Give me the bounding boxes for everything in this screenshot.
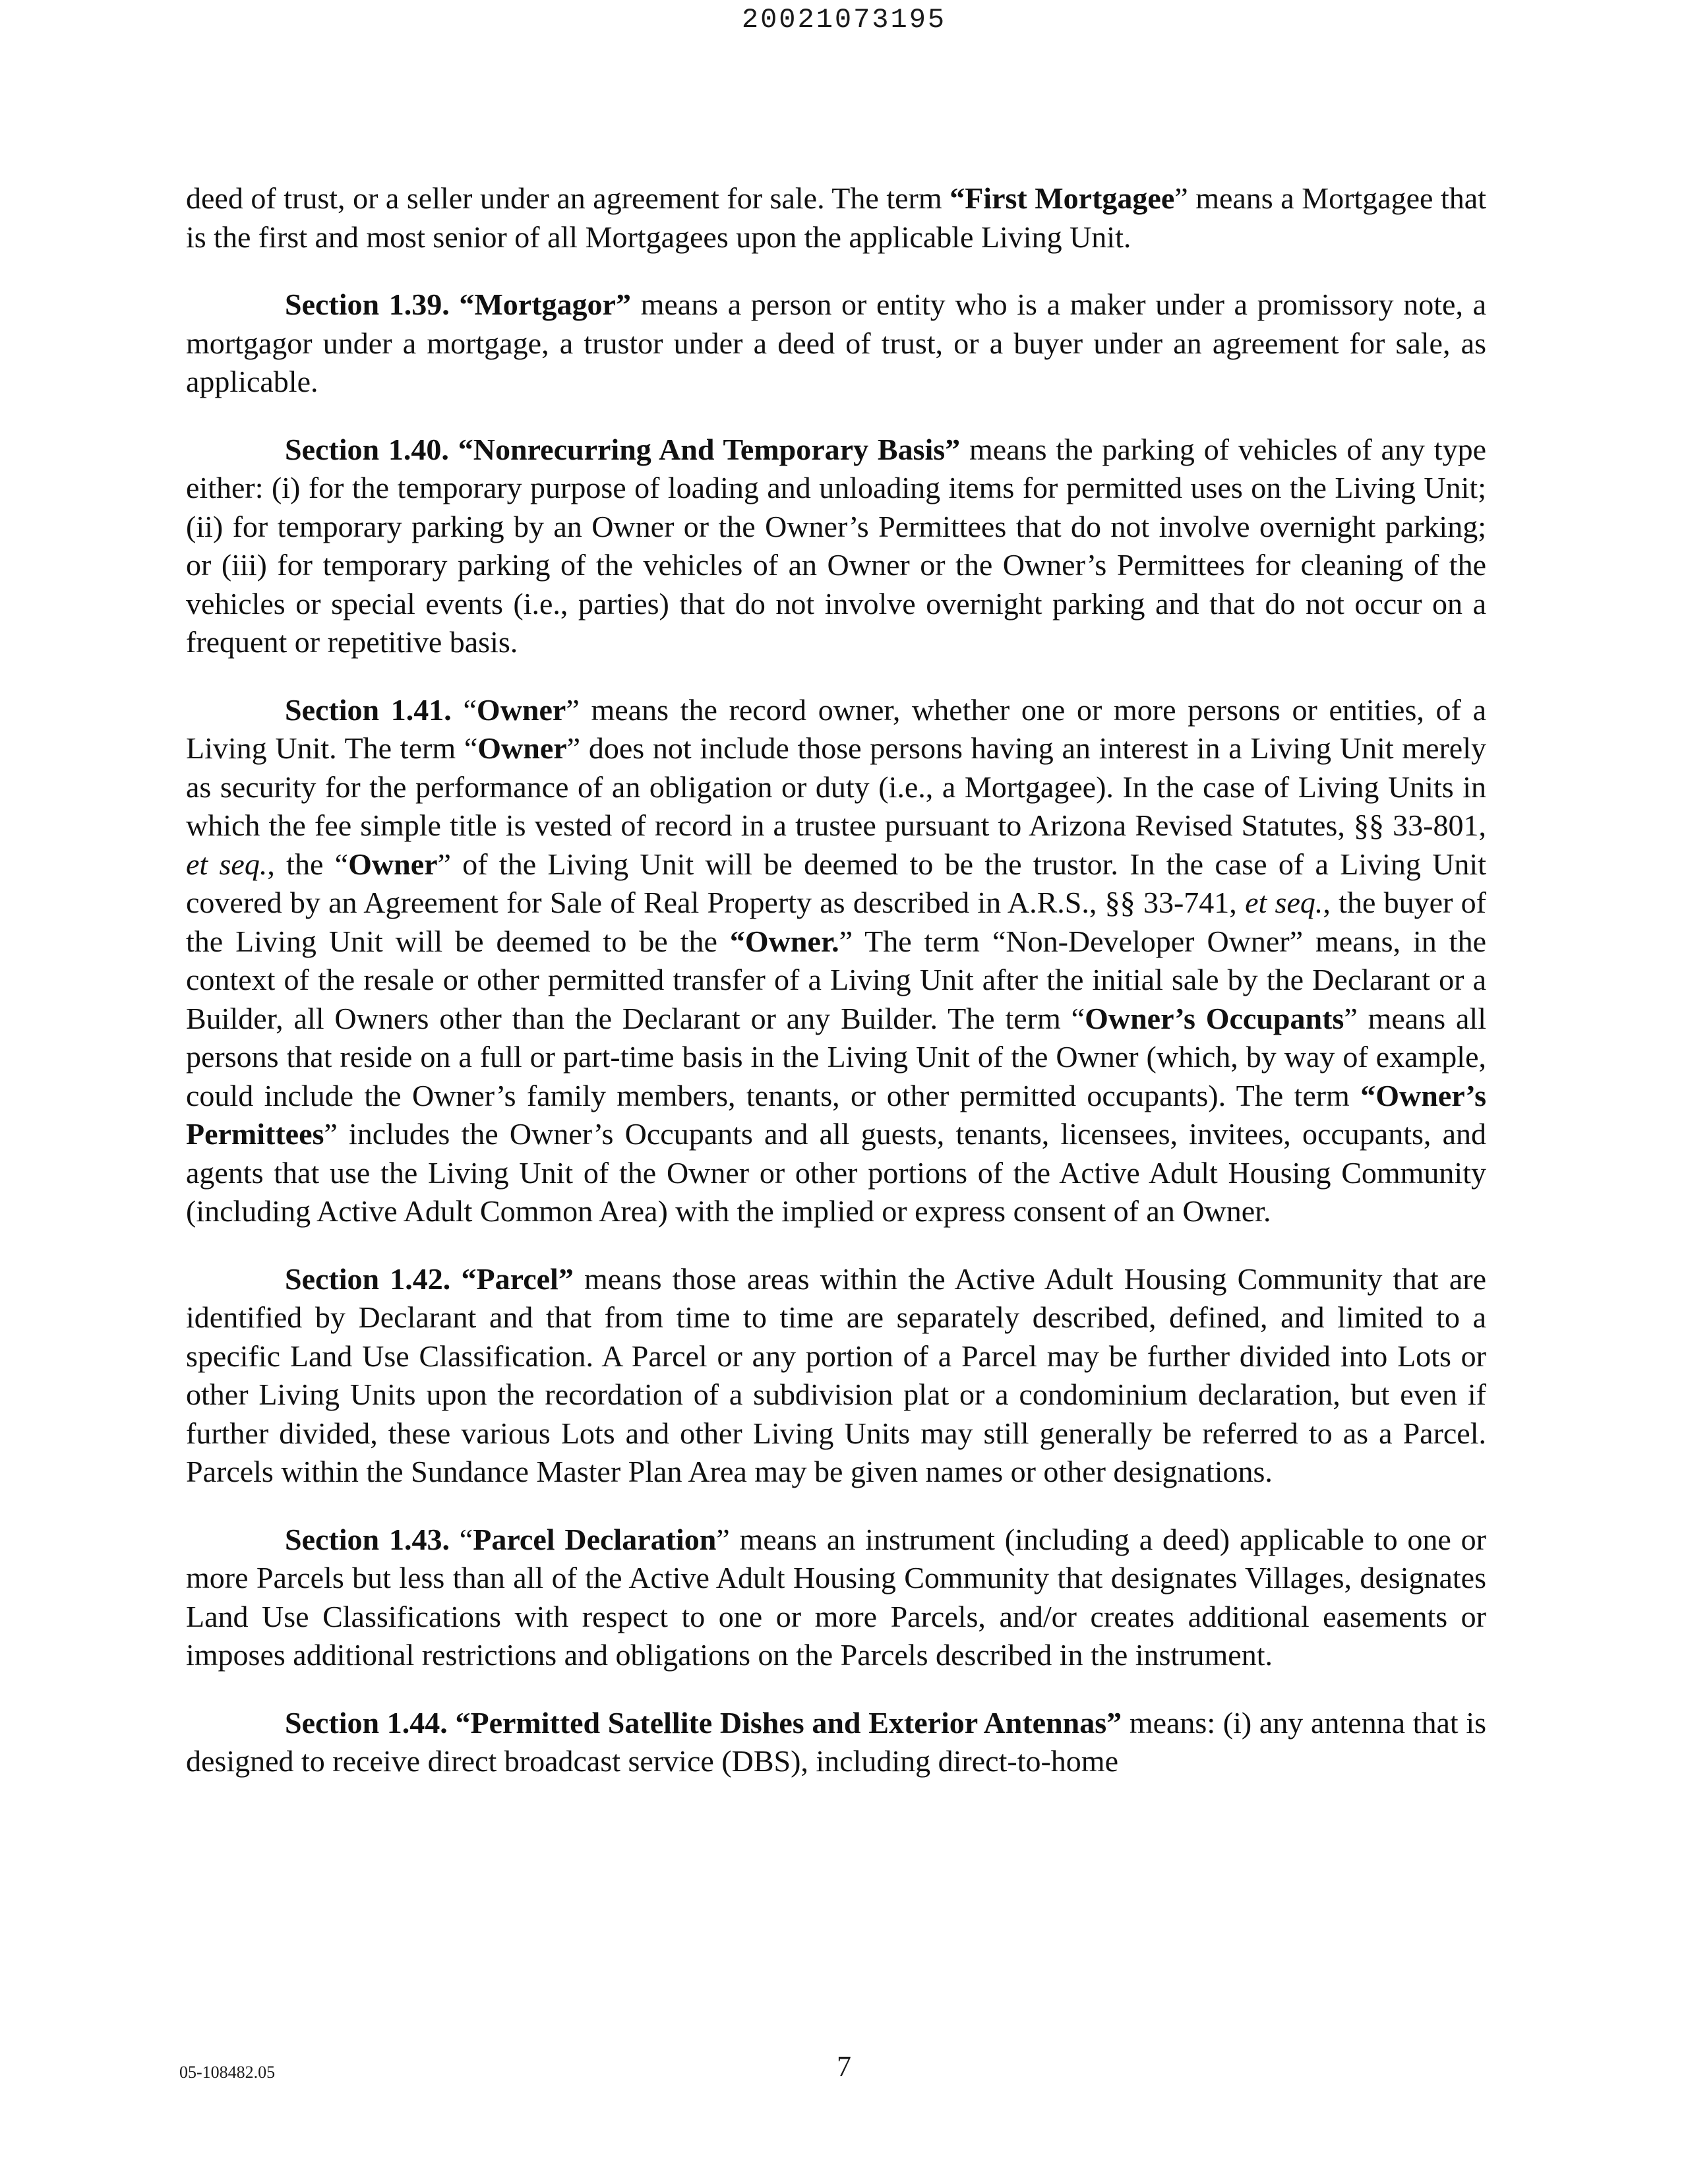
defined-term: “Nonrecurring And Temporary Basis” xyxy=(458,432,961,466)
recording-number: 20021073195 xyxy=(741,4,947,36)
defined-term: “First Mortgagee xyxy=(950,181,1175,215)
section-1-44 xyxy=(186,1704,1486,1781)
defined-term: “Owner. xyxy=(729,924,839,958)
section-number: Section 1.39. xyxy=(285,288,450,321)
section-1-41 xyxy=(186,691,1486,1231)
italic-citation: et seq. xyxy=(1245,886,1323,919)
document-body xyxy=(186,179,1486,1810)
text-run: “ xyxy=(463,692,477,727)
text-run: ” does not include those persons having an interest in a Living Unit merely as security for the performance of an obligation or duty (i.e., a Mortgagee). In the case of Living Units in which the fee simple title is vested of record in a trustee pursuant to Arizona Revised Statutes, §§ 33-801, xyxy=(186,731,1487,842)
section-1-39 xyxy=(186,286,1486,402)
defined-term: Owner xyxy=(348,847,438,881)
text-run: ” includes the Owner’s Occupants and all guests, tenants, licensees, invitees, occupants, and agents that use the Living Unit of the Owner or other portions of the Active Adult Housing Community (including Active Adult Common Area) with the implied or express consent of an Owner. xyxy=(186,1117,1486,1228)
section-number: Section 1.43. xyxy=(285,1522,450,1556)
footer-document-number: 05-108482.05 xyxy=(179,2063,276,2082)
section-number: Section 1.44. xyxy=(285,1705,448,1740)
paragraph-continuation xyxy=(186,179,1486,257)
italic-citation: et seq. xyxy=(186,847,268,881)
defined-term: Owner’s Occupants xyxy=(1085,1001,1344,1035)
text-run: “ xyxy=(449,1522,473,1556)
text-run: ” means a Mortgagee that is the first and most senior of all Mortgagees upon the applicable Living Unit. xyxy=(186,181,1486,254)
text-run: ” means all persons that reside on a full or part-time basis in the Living Unit of the Owner (which, by way of example, could include the Owner’s family members, tenants, or other permitted occupants). The term xyxy=(186,1001,1486,1112)
defined-term: “Mortgagor” xyxy=(459,288,631,321)
text-run: ” of the Living Unit will be deemed to be the trustor. In the case of a Living Unit covered by an Agreement for Sale of Real Property as described in A.R.S., §§ 33-741, xyxy=(186,847,1486,919)
text-run: means a person or entity who is a maker under a promissory note, a mortgagor under a mortgage, a trustor under a deed of trust, or a buyer under an agreement for sale, as applicable. xyxy=(186,288,1486,398)
section-1-42 xyxy=(186,1260,1486,1492)
section-1-40 xyxy=(186,431,1486,662)
text-run: means: (i) any antenna that is designed to receive direct broadcast service (DBS), including direct-to-home xyxy=(186,1705,1486,1778)
section-number: Section 1.40. xyxy=(285,432,449,466)
text-run: means those areas within the Active Adult Housing Community that are identified by Declarant and that from time to time are separately described, defined, and limited to a specific Land Use Classification. A Parcel or any portion of a Parcel may be further divided into Lots or other Living Units upon the recordation of a subdivision plat or a condominium declaration, but even if further divided, these various Lots and other Living Units may still generally be referred to as a Parcel. Parcels within the Sundance Master Plan Area may be given names or other designations. xyxy=(186,1261,1487,1488)
defined-term: Parcel Declaration xyxy=(473,1522,717,1556)
defined-term: “Permitted Satellite Dishes and Exterior Antennas” xyxy=(455,1705,1122,1740)
section-number: Section 1.42. xyxy=(285,1261,451,1296)
section-number: Section 1.41. xyxy=(285,692,452,727)
defined-term: “Parcel” xyxy=(461,1261,574,1296)
text-run: ” The term “Non-Developer Owner” means, in the context of the resale or other permitted transfer of a Living Unit after the initial sale by the Declarant or a Builder, all Owners other than the Declarant or any Builder. The term “ xyxy=(186,924,1486,1035)
defined-term: “Owner’s Permittees xyxy=(186,1078,1486,1151)
defined-term: Owner xyxy=(476,692,566,727)
text-run: ” means an instrument (including a deed) applicable to one or more Parcels but less than all of the Active Adult Housing Community that designates Villages, designates Land Use Classifications with respect to one or more Parcels, and/or creates additional easements or imposes additional restrictions and obligations on the Parcels described in the instrument. xyxy=(186,1522,1486,1672)
text-run: means the parking of vehicles of any type either: (i) for the temporary purpose of loading and unloading items for permitted uses on the Living Unit; (ii) for temporary parking by an Owner or the Owner’s Permittees that do not involve overnight parking; or (iii) for temporary parking of the vehicles of an Owner or the Owner’s Permittees for cleaning of the vehicles or special events (i.e., parties) that do not involve overnight parking and that do not occur on a frequent or repetitive basis. xyxy=(186,432,1486,659)
text-run: , the “ xyxy=(267,847,349,881)
text-run: ” means the record owner, whether one or more persons or entities, of a Living Unit. The term “ xyxy=(186,692,1486,765)
page-number: 7 xyxy=(837,2050,851,2082)
defined-term: Owner xyxy=(477,731,567,765)
text-run: deed of trust, or a seller under an agreement for sale. The term xyxy=(186,181,950,215)
section-1-43 xyxy=(186,1521,1486,1675)
text-run: , the buyer of the Living Unit will be deemed to be the xyxy=(186,886,1487,958)
